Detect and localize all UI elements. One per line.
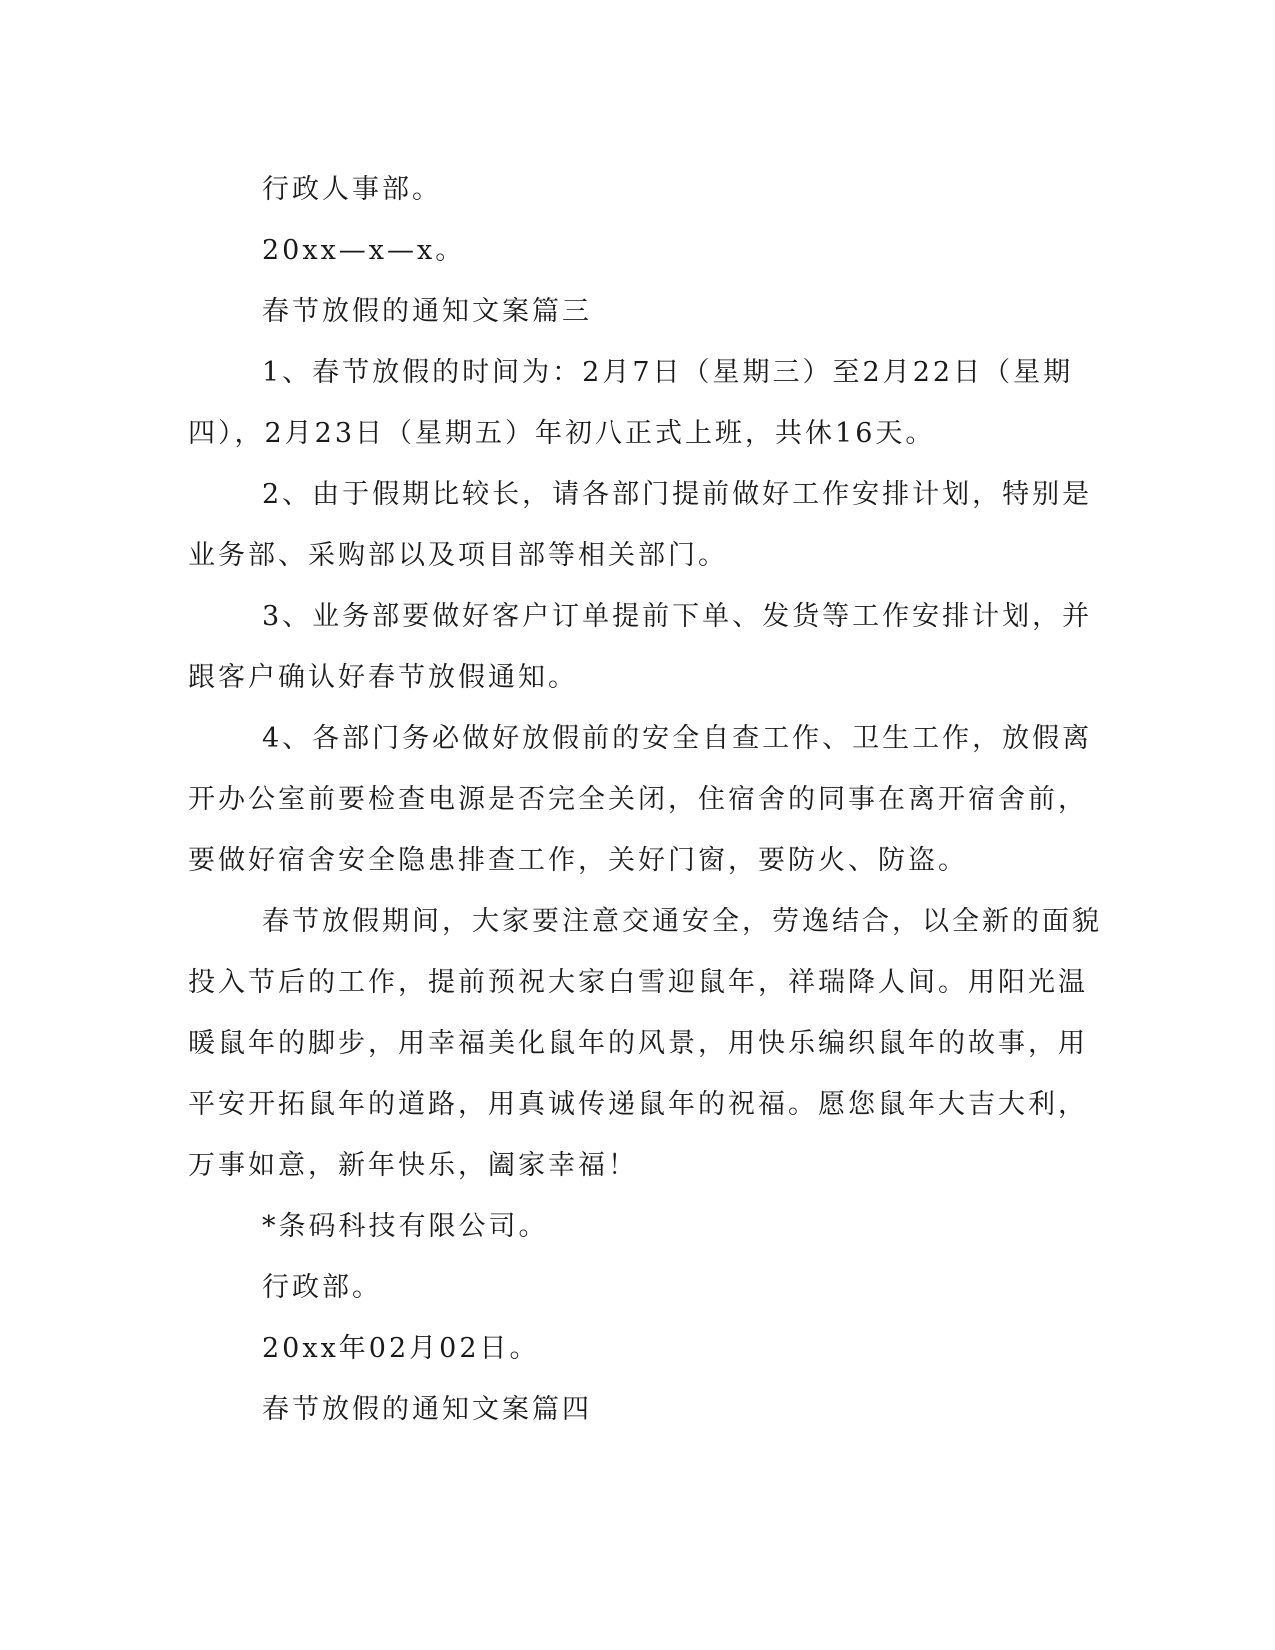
text-line: 春节放假期间，大家要注意交通安全，劳逸结合，以全新的面貌 (262, 906, 1102, 937)
text-line: 开办公室前要检查电源是否完全关闭，住宿舍的同事在离开宿舍前， (188, 784, 1088, 815)
text-line: 行政部。 (262, 1272, 382, 1303)
text-line: *条码科技有限公司。 (262, 1211, 549, 1242)
text-line: 春节放假的通知文案篇四 (262, 1394, 592, 1425)
text-line: 业务部、采购部以及项目部等相关部门。 (188, 540, 728, 571)
text-line: 2、由于假期比较长，请各部门提前做好工作安排计划，特别是 (262, 479, 1093, 510)
text-line: 跟客户确认好春节放假通知。 (188, 662, 578, 693)
text-line: 3、业务部要做好客户订单提前下单、发货等工作安排计划，并 (262, 601, 1093, 632)
text-line: 四），2月23日（星期五）年初八正式上班，共休16天。 (188, 418, 936, 449)
text-line: 行政人事部。 (262, 174, 442, 205)
text-line: 要做好宿舍安全隐患排查工作，关好门窗，要防火、防盗。 (188, 845, 968, 876)
document-body (188, 159, 1102, 1440)
text-line: 4、各部门务必做好放假前的安全自查工作、卫生工作，放假离 (262, 723, 1093, 754)
text-line: 平安开拓鼠年的道路，用真诚传递鼠年的祝福。愿您鼠年大吉大利， (188, 1089, 1088, 1120)
text-line: 暖鼠年的脚步，用幸福美化鼠年的风景，用快乐编织鼠年的故事，用 (188, 1028, 1088, 1059)
text-line: 20xx年02月02日。 (262, 1333, 540, 1364)
text-line: 投入节后的工作，提前预祝大家白雪迎鼠年，祥瑞降人间。用阳光温 (188, 967, 1088, 998)
text-line: 20xx—x—x。 (262, 235, 466, 266)
text-line: 1、春节放假的时间为：2月7日（星期三）至2月22日（星期 (262, 357, 1074, 388)
text-line: 万事如意，新年快乐，阖家幸福！ (188, 1150, 638, 1181)
text-line: 春节放假的通知文案篇三 (262, 296, 592, 327)
